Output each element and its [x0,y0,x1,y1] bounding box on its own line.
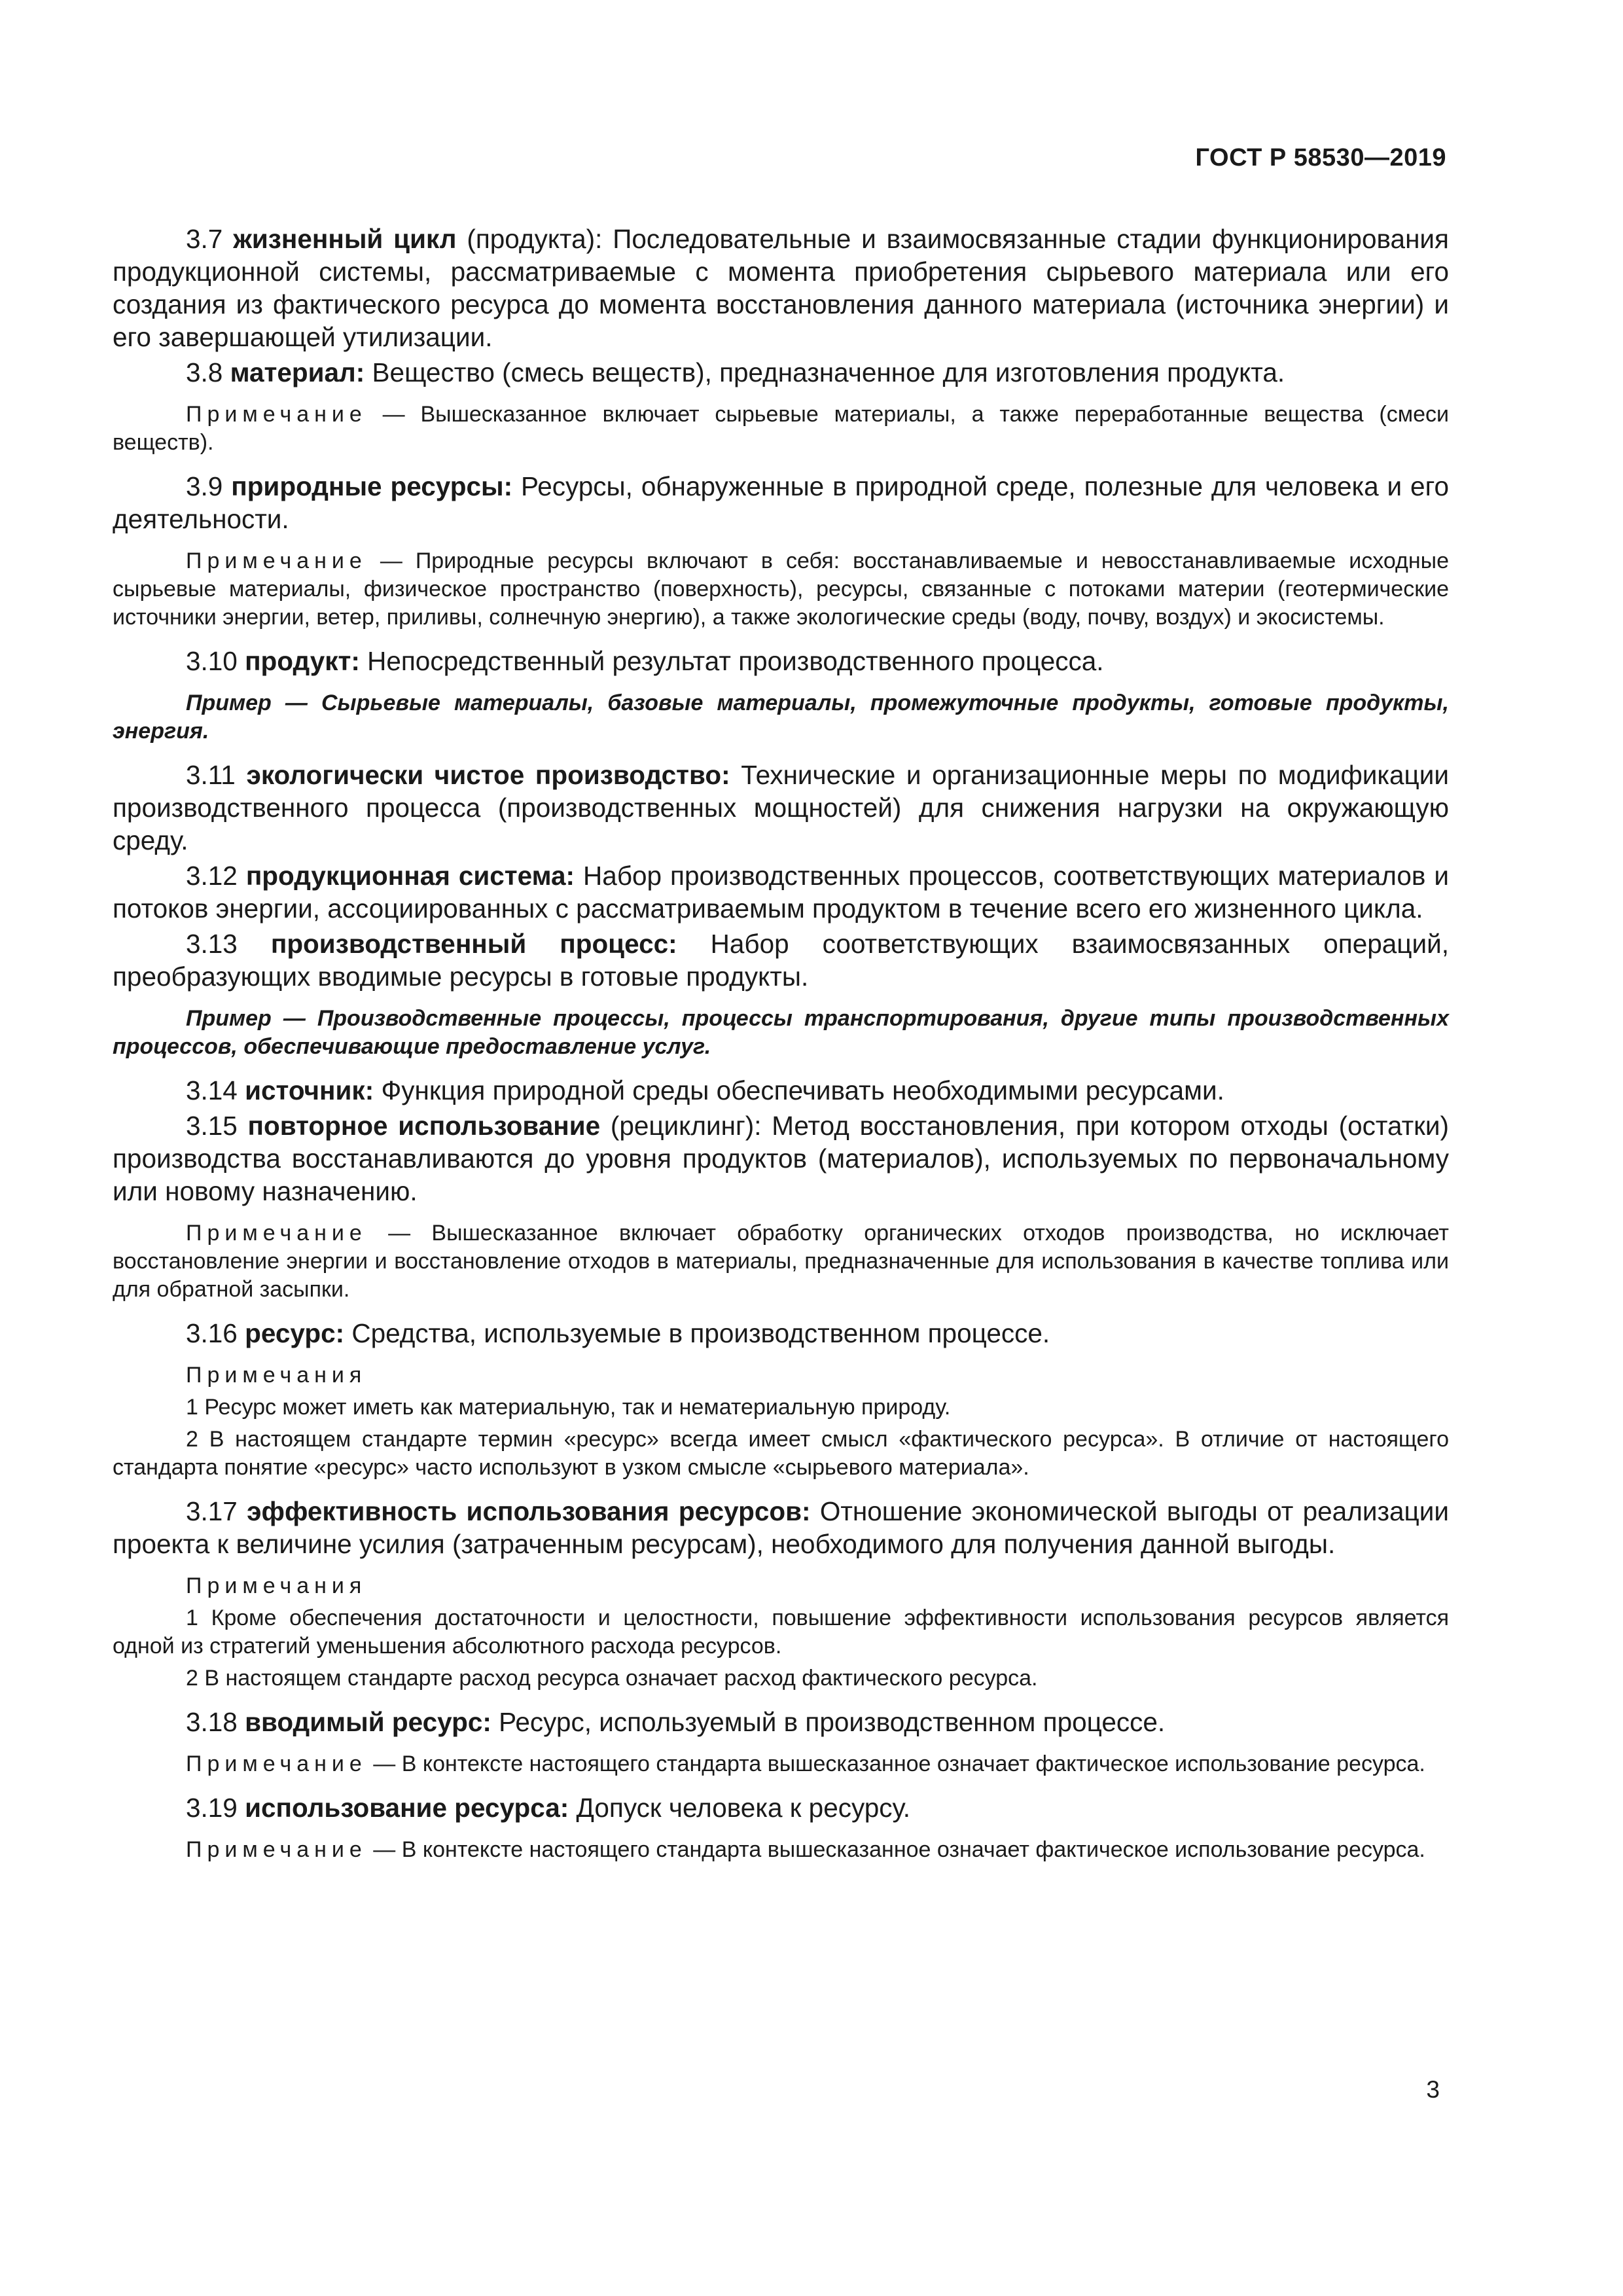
notes-label: Примечания [186,1363,367,1388]
note-label: Примечание [186,1837,367,1862]
term-definition: Ресурсы, обнаруженные в природной среде, полезные для человека и его деятельности. [113,471,1449,534]
term-entry-3-16 [113,1317,1449,1350]
term-example-3-13: Пример — Производственные процессы, процессы транспортирования, другие типы производственных процессов, обеспечивающие предоставление услуг. [113,1006,1449,1059]
term-notes-label-3-16 [113,1361,1449,1390]
term-example-3-10: Пример — Сырьевые материалы, базовые материалы, промежуточные продукты, готовые продукты, энергия. [113,691,1449,744]
term-entry-3-11 [113,759,1449,857]
term-qualifier: (рециклинг): [610,1111,762,1141]
term-entry-3-18 [113,1706,1449,1738]
term-note-3-19 [113,1836,1449,1864]
term-number: 3.11 [186,760,236,790]
term-name: ресурс: [245,1318,345,1348]
term-number: 3.18 [186,1707,238,1737]
page-number: 3 [1426,2076,1440,2103]
term-definition: Технические и организационные меры по модификации производственного процесса (производственных мощностей) для снижения нагрузки на окружающую среду. [113,760,1449,855]
term-definition: Средства, используемые в производственном процессе. [351,1318,1050,1348]
term-definition: Допуск человека к ресурсу. [576,1793,911,1823]
term-entry-3-14 [113,1074,1449,1107]
term-name: природные ресурсы: [231,471,513,501]
term-name: материал: [230,357,365,387]
term-number: 3.8 [186,357,223,387]
term-note-3-9 [113,547,1449,632]
terms-section [113,223,1449,1877]
term-qualifier: (продукта): [467,224,603,254]
term-name: экологически чистое производство: [246,760,730,790]
term-definition: Набор соответствующих взаимосвязанных операций, преобразующих вводимые ресурсы в готовые продукты. [113,929,1449,992]
term-definition: Ресурс, используемый в производственном процессе. [499,1707,1166,1737]
note-text: — В контексте настоящего стандарта вышесказанное означает фактическое использование ресурса. [373,1837,1425,1862]
term-definition: Метод восстановления, при котором отходы (остатки) производства восстанавливаются до уровня продуктов (материалов), используемых по первоначальному или новому назначению. [113,1111,1449,1206]
term-number: 3.16 [186,1318,238,1348]
term-number: 3.13 [186,929,238,959]
term-definition: Непосредственный результат производственного процесса. [367,646,1104,676]
term-number: 3.17 [186,1496,238,1526]
notes-label: Примечания [186,1573,367,1598]
term-note-3-8 [113,401,1449,457]
note-label: Примечание [186,1221,367,1246]
term-entry-3-17 [113,1495,1449,1560]
term-entry-3-8 [113,356,1449,389]
term-definition: Отношение экономической выгоды от реализации проекта к величине усилия (затраченным ресурсам), необходимого для получения данной выгоды. [113,1496,1449,1559]
term-number: 3.9 [186,471,223,501]
term-name: производственный процесс: [270,929,677,959]
term-definition: Набор производственных процессов, соответствующих материалов и потоков энергии, ассоциированных с рассматриваемым продуктом в течение всего его жизненного цикла. [113,861,1449,924]
term-name: повторное использование [247,1111,601,1141]
term-name: продукт: [245,646,360,676]
term-number: 3.14 [186,1075,238,1105]
term-note-3-15 [113,1219,1449,1304]
term-notes-label-3-17 [113,1572,1449,1600]
term-note-3-18 [113,1750,1449,1778]
term-entry-3-9 [113,470,1449,535]
document-code: ГОСТ Р 58530—2019 [1195,144,1446,171]
term-definition: Вещество (смесь веществ), предназначенное для изготовления продукта. [372,357,1285,387]
term-definition: Функция природной среды обеспечивать необходимыми ресурсами. [381,1075,1224,1105]
term-name: вводимый ресурс: [245,1707,491,1737]
note-label: Примечание [186,548,367,573]
term-entry-3-7 [113,223,1449,353]
note-text: — Вышесказанное включает обработку органических отходов производства, но исключает восстановление энергии и восстановление отходов в материалы, предназначенные для использования в качестве топлива или для обратной засыпки. [113,1221,1449,1302]
term-name: жизненный цикл [233,224,457,254]
term-note-3-16-2: 2 В настоящем стандарте термин «ресурс» всегда имеет смысл «фактического ресурса». В отличие от настоящего стандарта понятие «ресурс» часто используют в узком смысле «сырьевого материала». [113,1427,1449,1480]
note-label: Примечание [186,402,367,427]
term-name: источник: [245,1075,374,1105]
term-entry-3-13 [113,927,1449,993]
term-number: 3.15 [186,1111,238,1141]
term-note-3-17-1: 1 Кроме обеспечения достаточности и целостности, повышение эффективности использования ресурсов является одной из стратегий уменьшения абсолютного расхода ресурсов. [113,1605,1449,1659]
term-entry-3-19 [113,1791,1449,1824]
term-entry-3-15 [113,1109,1449,1208]
term-number: 3.12 [186,861,238,891]
term-note-3-16-1: 1 Ресурс может иметь как материальную, так и нематериальную природу. [186,1395,951,1420]
term-name: продукционная система: [245,861,575,891]
term-definition: Последовательные и взаимосвязанные стадии функционирования продукционной системы, рассматриваемые с момента приобретения сырьевого материала или его создания из фактического ресурса до момента восстановления данного материала (источника энергии) и его завершающей утилизации. [113,224,1449,352]
term-name: использование ресурса: [245,1793,569,1823]
term-number: 3.19 [186,1793,238,1823]
note-text: — В контексте настоящего стандарта вышесказанное означает фактическое использование ресурса. [373,1751,1425,1776]
term-entry-3-10 [113,645,1449,677]
term-note-3-17-2: 2 В настоящем стандарте расход ресурса означает расход фактического ресурса. [186,1666,1038,1691]
note-text: — Вышесказанное включает сырьевые материалы, а также переработанные вещества (смеси веществ). [113,402,1449,455]
term-entry-3-12 [113,859,1449,925]
term-number: 3.7 [186,224,223,254]
term-name: эффективность использования ресурсов: [247,1496,811,1526]
note-label: Примечание [186,1751,367,1776]
note-text: — Природные ресурсы включают в себя: восстанавливаемые и невосстанавливаемые исходные сырьевые материалы, физическое пространство (поверхность), ресурсы, связанные с потоками материи (геотермические источники энергии, ветер, приливы, солнечную энергию), а также экологические среды (воду, почву, воздух) и экосистемы. [113,548,1449,630]
term-number: 3.10 [186,646,238,676]
